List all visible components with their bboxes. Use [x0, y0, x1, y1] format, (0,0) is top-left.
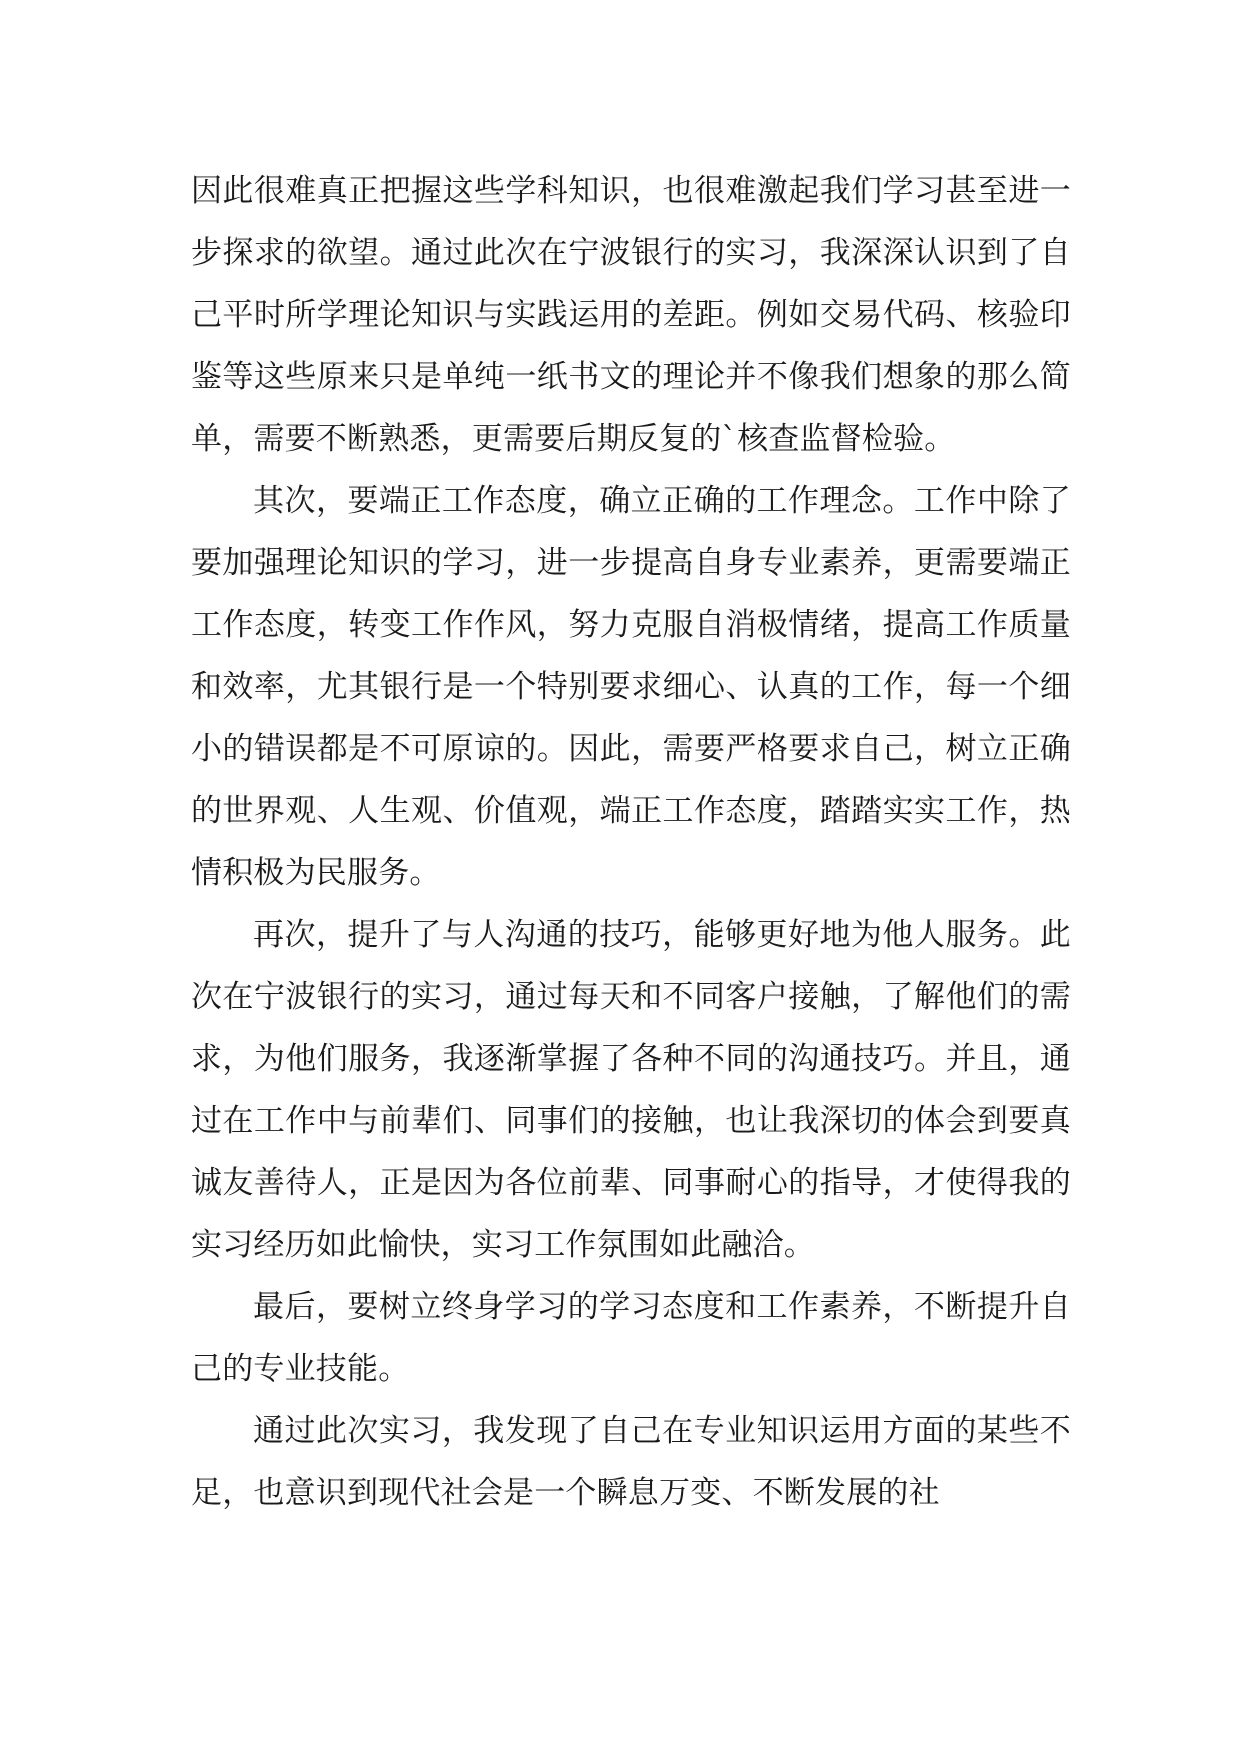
paragraph-4: 最后，要树立终身学习的学习态度和工作素养，不断提升自己的专业技能。: [191, 1289, 1071, 1387]
paragraph-2: 其次，要端正工作态度，确立正确的工作理念。工作中除了要加强理论知识的学习，进一步提高自身专业素养，更需要端正工作态度，转变工作作风，努力克服自消极情绪，提高工作质量和效率，尤其银行是一个特别要求细心、认真的工作，每一个细小的错误都是不可原谅的。因此，需要严格要求自己，树立正确的世界观、人生观、价值观，端正工作态度，踏踏实实工作，热情积极为民服务。: [191, 483, 1071, 891]
paragraph-1: 因此很难真正把握这些学科知识，也很难激起我们学习甚至进一步探求的欲望。通过此次在宁波银行的实习，我深深认识到了自己平时所学理论知识与实践运用的差距。例如交易代码、核验印鉴等这些原来只是单纯一纸书文的理论并不像我们想象的那么简单，需要不断熟悉，更需要后期反复的`核查监督检验。: [191, 173, 1071, 457]
paragraph-5: 通过此次实习，我发现了自己在专业知识运用方面的某些不足，也意识到现代社会是一个瞬息万变、不断发展的社: [191, 1413, 1071, 1511]
paragraph-3: 再次，提升了与人沟通的技巧，能够更好地为他人服务。此次在宁波银行的实习，通过每天和不同客户接触，了解他们的需求，为他们服务，我逐渐掌握了各种不同的沟通技巧。并且，通过在工作中与前辈们、同事们的接触，也让我深切的体会到要真诚友善待人，正是因为各位前辈、同事耐心的指导，才使得我的实习经历如此愉快，实习工作氛围如此融洽。: [191, 917, 1071, 1263]
body-text: [191, 160, 1071, 1524]
